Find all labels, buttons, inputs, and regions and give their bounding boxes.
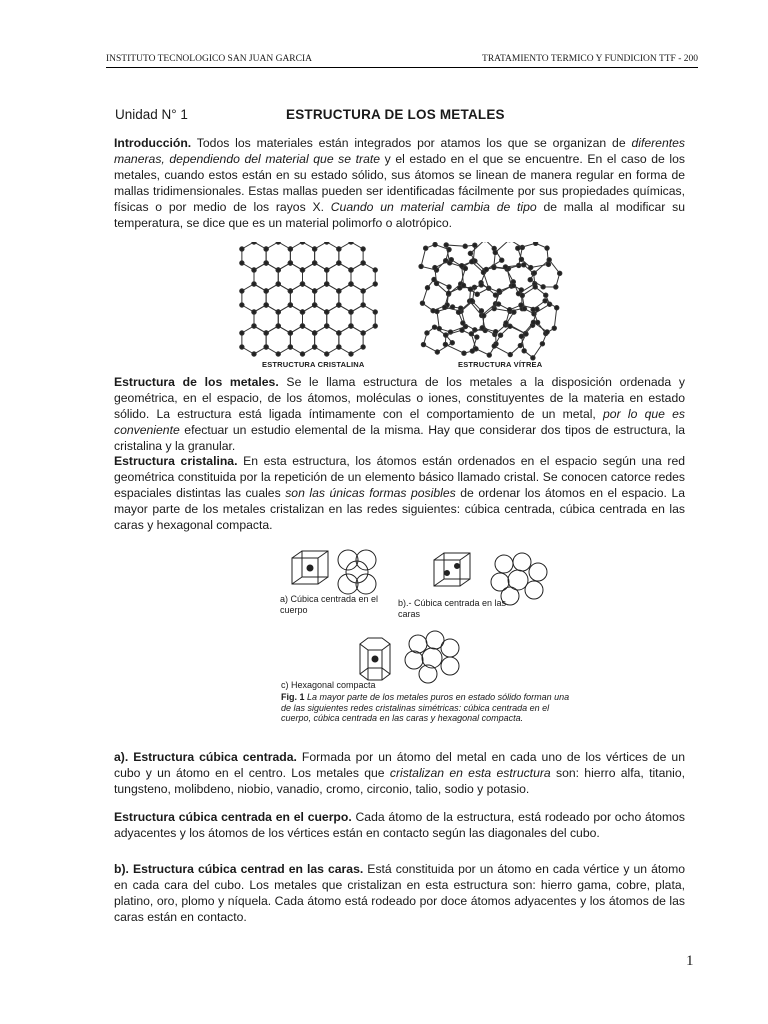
intro-paragraph: Introducción. Todos los materiales están integrados por atamos los que se organizan de diferentes maneras, dependiendo del material que se trate y el estado en el que se encuentre. En el caso de los metales, cuando estos están en su estado sólido, sus átomos se linean de manera regular en forma de mallas tridimensionales. Estas mallas pueden ser identificadas fácilmente por sus propiedades químicas, físicas o por medio de los rayos X. Cuando un material cambia de tipo de malla al modificar su temperatura, se dice que es un material polimorfo o alotrópico. — [114, 136, 686, 230]
section-a-lead: a). Estructura cúbica centrada. — [114, 750, 297, 764]
glass-lattice — [419, 242, 562, 360]
cell-label-fcc: b).- Cúbica centrada en las caras — [398, 598, 507, 619]
page-header — [106, 53, 698, 68]
caption-crystalline: ESTRUCTURA CRISTALINA — [262, 360, 365, 369]
section-body-centered-paragraph: Estructura cúbica centrada en el cuerpo. Cada átomo de la estructura, está rodeado por ocho átomos adyacentes y los átomos de los vértices están en contacto según las diagonales del cubo. — [114, 810, 685, 840]
caption-vitreous: ESTRUCTURA VÍTREA — [458, 360, 543, 369]
header-course: TRATAMIENTO TERMICO Y FUNDICION TTF - 200 — [482, 54, 698, 64]
page-number: 1 — [686, 953, 694, 969]
bcc-cube-icon — [292, 551, 328, 584]
section-b-paragraph: b). Estructura cúbica centrad en las caras. Está constituida por un átomo en cada vértice y un átomo en cada cara del cubo. Los metales que cristalizan en esta estructura son: hierro gama, cobre, plata, platino, oro, plomo y níquela. Cada átomo está rodeado por doce átomos adyacentes y los átomos de las caras están en contacto. — [114, 862, 685, 924]
fcc-cube-icon — [434, 553, 470, 586]
structure-paragraph: Estructura de los metales. Se le llama estructura de los metales a la disposición ordenada y geométrica, en el espacio, de los átomos, moléculas o iones, constituyentes de la materia en estado sólido. La estructura está ligada íntimamente con el comportamiento de un metal, por lo que es conveniente efectuar un estudio elemental de la misma. Hay que considerar dos tipos de estructura, la cristalina y la granular. — [114, 375, 685, 453]
bcc-spheres-icon — [338, 550, 376, 594]
section-cc-lead: Estructura cúbica centrada en el cuerpo. — [114, 810, 352, 824]
page-title: ESTRUCTURA DE LOS METALES — [286, 107, 505, 122]
header-institution: INSTITUTO TECNOLOGICO SAN JUAN GARCIA — [106, 54, 313, 64]
section-a-paragraph: a). Estructura cúbica centrada. Formada por un átomo del metal en cada uno de los vértices de un cubo y un átomo en el centro. Los metales que cristalizan en esta estructura son: hierro alfa, titanio, tungsteno, molibdeno, niobio, vanadio, cromo, circonio, talio, sodio y potasio. — [114, 750, 685, 796]
structure-lead: Estructura de los metales. — [114, 375, 279, 389]
crystalline-paragraph: Estructura cristalina. En esta estructura, los átomos están ordenados en el espacio según una red geométrica constituida por la repetición de un elemento básico llamado cristal. Se conocen catorce redes espaciales distintas las cuales son las únicas formas posibles de ordenar los átomos en el espacio. La mayor parte de los metales cristalizan en las redes siguientes: cúbica centrada, cúbica centrada en las caras y hexagonal compacta. — [114, 454, 685, 532]
cell-label-bcc: a) Cúbica centrada en el cuerpo — [280, 594, 379, 615]
crystal-lattice — [240, 242, 378, 356]
lattice-illustration — [232, 242, 592, 372]
crystalline-lead: Estructura cristalina. — [114, 454, 238, 468]
figure-caption: Fig. 1 La mayor parte de los metales puros en estado sólido forman una de las siguientes redes cristalinas simétricas: cúbica centrada en el cuerpo, cúbica centrada en las caras y hexagonal compacta. — [281, 692, 570, 723]
hcp-prism-icon — [360, 638, 390, 680]
unit-label: Unidad N° 1 — [115, 107, 188, 122]
cell-label-hcp: c) Hexagonal compacta — [281, 680, 376, 690]
hcp-spheres-icon — [405, 631, 459, 683]
intro-lead: Introducción. — [114, 136, 192, 150]
section-b-lead: b). Estructura cúbica centrad en las caras. — [114, 862, 364, 876]
